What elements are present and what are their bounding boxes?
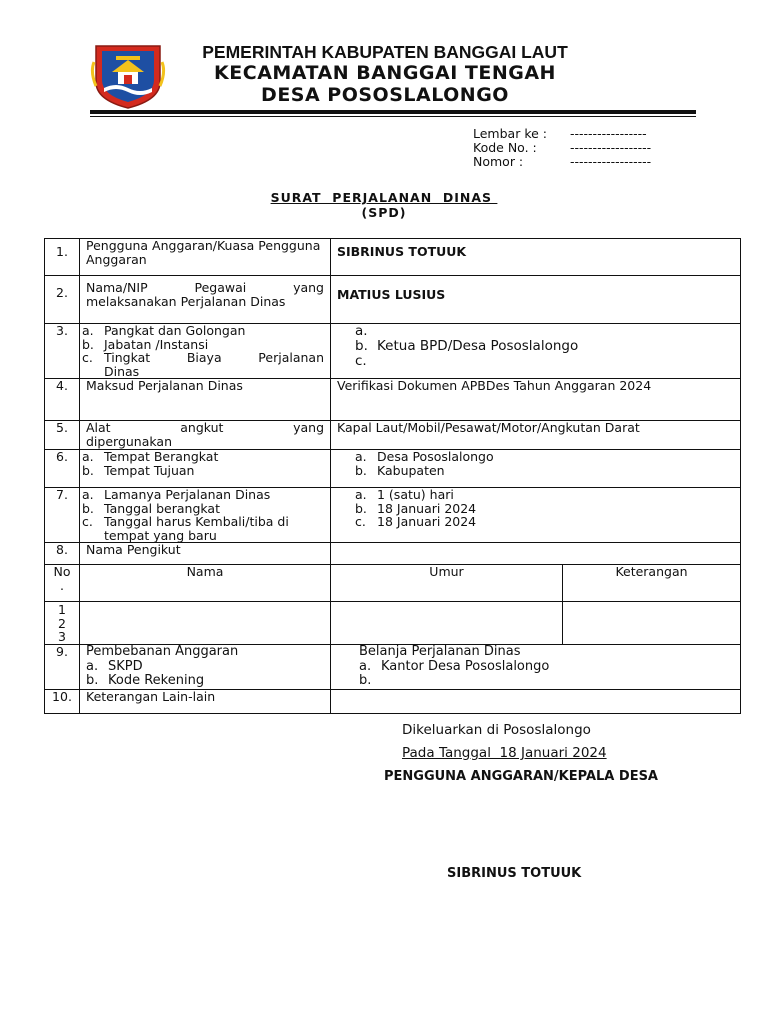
list-text: 18 Januari 2024 <box>377 500 477 516</box>
companions-row <box>45 602 741 645</box>
header-divider-thin <box>90 116 696 117</box>
row-value: Verifikasi Dokumen APBDes Tahun Anggaran 2024 <box>331 379 741 421</box>
list-text: Desa Pososlalongo <box>377 449 494 464</box>
list-marker: b. <box>82 500 94 516</box>
list-text: Pangkat dan Golongan <box>104 323 246 338</box>
row-value <box>331 645 741 690</box>
companion-name-cell <box>80 602 331 645</box>
list-marker: c. <box>355 514 366 529</box>
row-number: 9. <box>45 645 80 690</box>
list-text: 18 Januari 2024 <box>377 514 477 529</box>
meta-value: ------------------ <box>570 154 652 169</box>
meta-label: Lembar ke : <box>473 126 547 141</box>
list-text <box>377 324 734 339</box>
list-item <box>355 324 734 339</box>
meta-value: ----------------- <box>570 126 647 141</box>
list-item <box>82 502 324 516</box>
list-text: Tempat Tujuan <box>104 462 195 478</box>
header-government: PEMERINTAH KABUPATEN BANGGAI LAUT <box>202 42 568 62</box>
document-title <box>0 190 768 220</box>
row-value: SIBRINUS TOTUUK <box>331 239 741 276</box>
row-number: 4. <box>45 379 80 421</box>
list-text: Tingkat Biaya Perjalanan <box>104 350 324 365</box>
list-text: Tempat Berangkat <box>104 449 219 464</box>
header-village: DESA POSOSLALONGO <box>261 84 509 106</box>
list-text: Kabupaten <box>377 462 445 478</box>
row-label: Nama Pengikut <box>80 543 331 565</box>
list-item <box>355 464 734 478</box>
row-label-line: melaksanakan Perjalanan Dinas <box>86 293 286 309</box>
meta-label: Kode No. : <box>473 140 537 155</box>
list-text <box>381 674 734 689</box>
table-row <box>45 450 741 488</box>
row-label <box>80 488 331 543</box>
row-label <box>80 324 331 379</box>
list-text: 1 (satu) hari <box>377 487 454 502</box>
row-label <box>80 645 331 690</box>
list-text: Kode Rekening <box>108 673 205 688</box>
list-text: Tanggal berangkat <box>104 500 220 516</box>
list-item <box>82 464 324 478</box>
list-text: Lamanya Perjalanan Dinas <box>104 487 271 502</box>
list-item <box>359 660 734 675</box>
list-text: SKPD <box>108 658 143 674</box>
table-row <box>45 239 741 276</box>
row-number: 6. <box>45 450 80 488</box>
companions-age-header: Umur <box>331 565 563 602</box>
companion-note-cell <box>563 602 741 645</box>
row-label-line: Alat angkut yang <box>86 420 324 435</box>
row-number: 1. <box>45 239 80 276</box>
row-label-line: Pembebanan Anggaran <box>86 644 239 659</box>
list-text: Ketua BPD/Desa Pososlalongo <box>377 338 579 354</box>
row-value: MATIUS LUSIUS <box>331 276 741 324</box>
list-item <box>82 324 324 338</box>
list-marker: a. <box>82 487 94 502</box>
list-item <box>82 338 324 352</box>
title-main: SURAT PERJALANAN DINAS <box>270 190 498 205</box>
table-row <box>45 689 741 713</box>
companions-numbers: 1 2 3 <box>45 602 80 645</box>
list-marker: a. <box>355 323 368 339</box>
companion-age-cell <box>331 602 563 645</box>
meta-row-code <box>473 141 651 155</box>
issued-date: Pada Tanggal 18 Januari 2024 <box>402 745 607 761</box>
row-value-head: Belanja Perjalanan Dinas <box>359 644 521 659</box>
list-text: Tanggal harus Kembali/tiba di tempat yang baru <box>104 514 289 543</box>
header-divider-thick <box>90 110 696 114</box>
list-marker: c. <box>82 350 93 365</box>
row-value <box>331 324 741 379</box>
list-marker: b. <box>86 673 99 688</box>
header-district: KECAMATAN BANGGAI TENGAH <box>214 62 556 84</box>
list-item <box>86 660 324 675</box>
list-marker: b. <box>82 336 94 352</box>
list-item <box>355 488 734 502</box>
list-marker: a. <box>355 487 367 502</box>
row-number: 2. <box>45 276 80 324</box>
row-label: Pengguna Anggaran/Kuasa Pengguna Anggaran <box>80 239 331 276</box>
companions-header-row <box>45 565 741 602</box>
row-number: 7. <box>45 488 80 543</box>
list-item <box>355 450 734 464</box>
row-value <box>331 488 741 543</box>
list-text <box>377 354 734 369</box>
title-abbrev: (SPD) <box>361 205 407 220</box>
list-item <box>359 674 734 689</box>
table-row <box>45 379 741 421</box>
table-row <box>45 645 741 690</box>
list-item <box>82 488 324 502</box>
table-row <box>45 543 741 565</box>
meta-row-sheet <box>473 127 651 141</box>
row-label <box>80 276 331 324</box>
meta-label: Nomor : <box>473 154 524 169</box>
list-marker: a. <box>359 658 372 674</box>
list-item <box>355 515 734 529</box>
row-number: 3. <box>45 324 80 379</box>
companions-note-header: Keterangan <box>563 565 741 602</box>
list-marker: b. <box>355 462 367 478</box>
row-label: Keterangan Lain-lain <box>80 689 331 713</box>
companions-name-header: Nama <box>80 565 331 602</box>
row-value <box>331 689 741 713</box>
row-label: Maksud Perjalanan Dinas <box>80 379 331 421</box>
list-marker: b. <box>355 500 367 516</box>
list-text: Kantor Desa Pososlalongo <box>381 658 550 674</box>
list-item <box>355 502 734 516</box>
meta-row-number <box>473 155 651 169</box>
signer-name: SIBRINUS TOTUUK <box>447 866 582 881</box>
table-row <box>45 324 741 379</box>
row-label <box>80 450 331 488</box>
companions-no-header: No . <box>45 565 80 602</box>
row-label <box>80 421 331 450</box>
list-text: Jabatan /Instansi <box>104 336 209 352</box>
list-item <box>82 351 324 365</box>
spd-table <box>44 238 741 714</box>
list-item <box>355 354 734 369</box>
list-text-continuation: Dinas <box>104 363 140 379</box>
list-item <box>82 515 324 542</box>
list-marker: a. <box>82 449 94 464</box>
row-label-line: dipergunakan <box>86 433 172 449</box>
list-marker: c. <box>355 353 367 369</box>
list-marker: a. <box>82 323 94 338</box>
table-row <box>45 276 741 324</box>
meta-value: ------------------ <box>570 140 652 155</box>
list-marker: b. <box>82 462 94 478</box>
list-marker: a. <box>86 658 99 674</box>
list-item <box>82 450 324 464</box>
row-number: 10. <box>45 689 80 713</box>
row-label-line: Nama/NIP Pegawai yang <box>86 280 324 295</box>
list-item <box>86 674 324 689</box>
list-marker: a. <box>355 449 367 464</box>
list-marker: b. <box>355 338 368 354</box>
document-meta <box>473 127 651 169</box>
table-row <box>45 488 741 543</box>
row-value: Kapal Laut/Mobil/Pesawat/Motor/Angkutan Darat <box>331 421 741 450</box>
row-value <box>331 450 741 488</box>
row-number: 5. <box>45 421 80 450</box>
row-number: 8. <box>45 543 80 565</box>
list-item <box>355 339 734 354</box>
list-marker: c. <box>82 514 93 529</box>
table-row <box>45 421 741 450</box>
signer-title: PENGGUNA ANGGARAN/KEPALA DESA <box>383 769 658 784</box>
list-marker: b. <box>359 673 372 688</box>
row-value <box>331 543 741 565</box>
issued-place: Dikeluarkan di Pososlalongo <box>402 722 591 738</box>
